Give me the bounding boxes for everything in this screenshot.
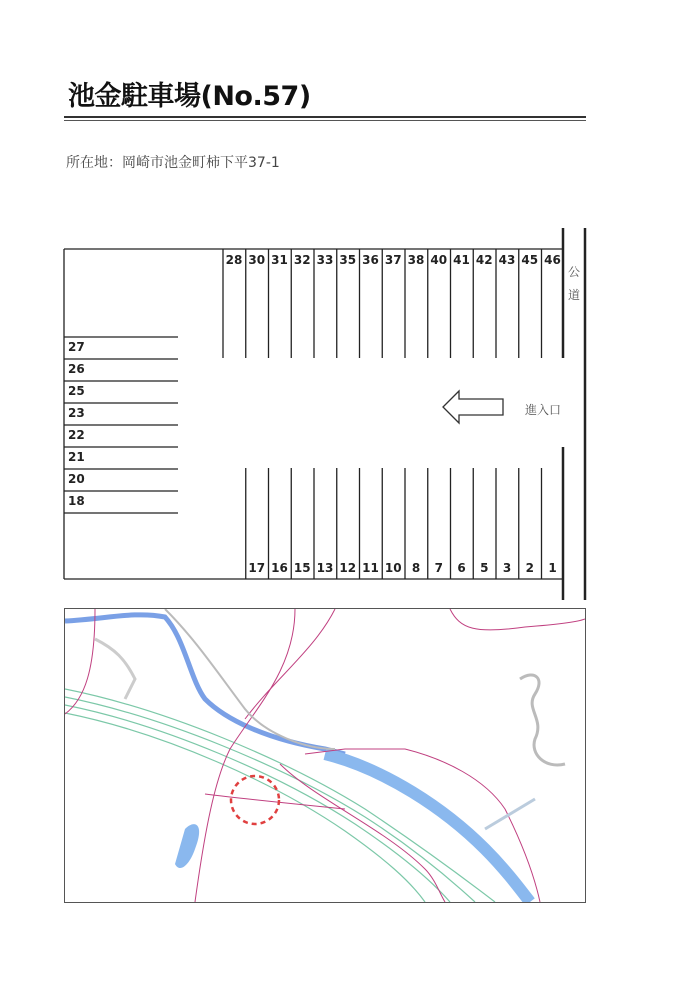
parking-space-bottom: 15 (293, 561, 311, 575)
entrance-arrow-icon (443, 391, 503, 423)
parking-space-top: 43 (498, 253, 516, 267)
parking-space-top: 36 (362, 253, 379, 267)
parking-space-bottom: 16 (271, 561, 288, 575)
location-map[interactable] (64, 608, 586, 903)
parking-space-bottom: 6 (457, 561, 466, 575)
parking-space-bottom: 12 (339, 561, 357, 575)
road-label-2: 道 (568, 288, 581, 302)
parking-space-left: 27 (68, 340, 85, 354)
parking-space-top: 30 (248, 253, 266, 267)
parking-space-left: 21 (68, 450, 85, 464)
parking-space-left: 18 (68, 494, 85, 508)
parking-space-top: 45 (521, 253, 539, 267)
parking-space-bottom: 11 (362, 561, 379, 575)
parking-space-top: 38 (407, 253, 425, 267)
parking-space-top: 41 (453, 253, 470, 267)
parking-space-top: 28 (225, 253, 243, 267)
parking-space-bottom: 13 (316, 561, 334, 575)
parking-space-top: 46 (544, 253, 561, 267)
parking-space-top: 35 (339, 253, 357, 267)
parking-space-left: 23 (68, 406, 85, 420)
parking-space-bottom: 3 (502, 561, 512, 575)
parking-space-left: 26 (68, 362, 85, 376)
address: 所在地：岡崎市池金町柿下平37-1 (66, 155, 280, 171)
parking-space-top: 31 (271, 253, 288, 267)
parking-space-left: 25 (68, 384, 85, 398)
parking-space-bottom: 17 (248, 561, 266, 575)
parking-space-top: 37 (384, 253, 402, 267)
parking-space-top: 40 (430, 253, 448, 267)
parking-space-bottom: 7 (434, 561, 443, 575)
parking-space-bottom: 5 (480, 561, 489, 575)
page-title: 池金駐車場(No.57) (68, 81, 311, 112)
parking-space-top: 32 (293, 253, 311, 267)
river (65, 615, 345, 754)
parking-space-bottom: 1 (548, 561, 557, 575)
parking-space-top: 33 (316, 253, 334, 267)
parking-space-bottom: 2 (525, 561, 534, 575)
parking-space-left: 20 (68, 472, 85, 486)
entrance-label: 進入口 (525, 403, 562, 417)
parking-space-top: 42 (475, 253, 493, 267)
road-label-1: 公 (568, 265, 581, 279)
parking-space-bottom: 10 (384, 561, 402, 575)
parking-space-left: 22 (68, 428, 85, 442)
parking-space-bottom: 8 (411, 561, 421, 575)
